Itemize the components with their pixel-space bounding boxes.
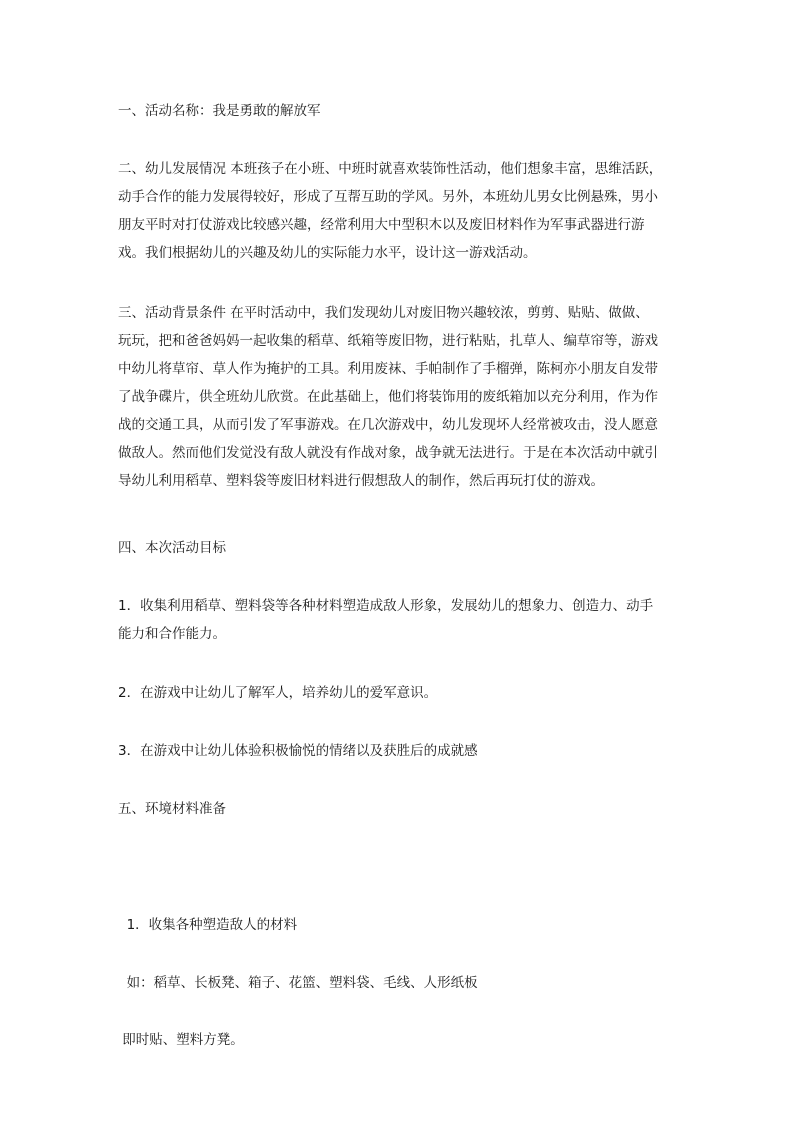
text-line: 导幼儿利用稻草、塑料袋等废旧材料进行假想敌人的制作，然后再玩打仗的游戏。 <box>118 473 604 489</box>
materials-examples-continued <box>118 970 678 1110</box>
goal-item-3 <box>118 737 678 765</box>
text-line: 了战争碟片，供全班幼儿欣赏。在此基础上，他们将装饰用的废纸箱加以充分利用，作为作 <box>118 389 658 405</box>
text-line: 1．收集利用稻草、塑料袋等各种材料塑造成敌人形象，发展幼儿的想象力、创造力、动手 <box>118 598 654 614</box>
text-line: 五、环境材料准备 <box>118 801 226 817</box>
text-line: 1．收集各种塑造敌人的材料 <box>118 917 298 933</box>
text-line: 能力和合作能力。 <box>118 626 226 642</box>
text-line: 朋友平时对打仗游戏比较感兴趣，经常利用大中型积木以及废旧材料作为军事武器进行游 <box>118 217 645 233</box>
text-line: 即时贴、塑料方凳。 <box>118 1032 244 1048</box>
text-line: 动手合作的能力发展得较好，形成了互帮互助的学风。另外，本班幼儿男女比例悬殊，男小 <box>118 189 658 205</box>
heading-activity-goals <box>118 534 678 562</box>
text-line: 中幼儿将草帘、草人作为掩护的工具。利用废袜、手帕制作了手榴弹，陈柯亦小朋友自发带 <box>118 361 658 377</box>
paragraph-child-development <box>118 155 678 267</box>
goal-item-2 <box>118 679 678 707</box>
text-line: 做敌人。然而他们发觉没有敌人就没有作战对象，战争就无法进行。于是在本次活动中就引 <box>118 445 658 461</box>
text-line: 二、幼儿发展情况 本班孩子在小班、中班时就喜欢装饰性活动，他们想象丰富，思维活跃， <box>118 161 663 177</box>
goal-item-1 <box>118 592 678 648</box>
text-line: 2．在游戏中让幼儿了解军人，培养幼儿的爱军意识。 <box>118 685 438 701</box>
text-line: 战的交通工具，从而引发了军事游戏。在几次游戏中，幼儿发现坏人经常被攻击，没人愿意 <box>118 417 658 433</box>
paragraph-activity-background <box>118 299 678 495</box>
text-line: 四、本次活动目标 <box>118 540 226 556</box>
text-line: 三、活动背景条件 在平时活动中，我们发现幼儿对废旧物兴趣较浓，剪剪、贴贴、做做、 <box>118 305 649 321</box>
text-line: 戏。我们根据幼儿的兴趣及幼儿的实际能力水平，设计这一游戏活动。 <box>118 245 537 261</box>
text-line: 3．在游戏中让幼儿体验积极愉悦的情绪以及获胜后的成就感 <box>118 743 478 759</box>
text-line: 如：稻草、长板凳、箱子、花篮、塑料袋、毛线、人形纸板 <box>118 975 478 991</box>
text-line: 一、活动名称：我是勇敢的解放军 <box>118 103 321 119</box>
heading-activity-name <box>118 97 678 125</box>
heading-materials <box>118 795 678 823</box>
text-line: 玩玩，把和爸爸妈妈一起收集的稻草、纸箱等废旧物，进行粘贴，扎草人、编草帘等，游戏 <box>118 333 658 349</box>
